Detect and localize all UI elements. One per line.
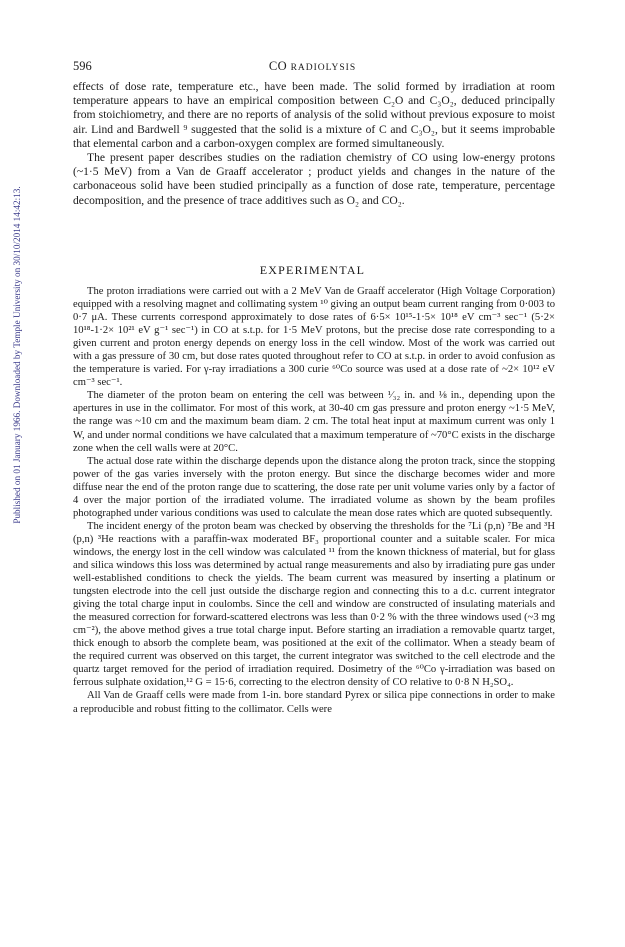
intro-paragraph: effects of dose rate, temperature etc., have been made. The solid formed by irradiation at room temperature appears to have an empirical composition between C₂O and C₃O₂, deduced principally from stoichiometry, and there are no reports of analysis of the solid without previous exposure to moist air. Lind and Bardwell ⁹ suggested that the solid is a mixture of C and C₃O₂, but it seems improbable that elemental carbon and a carbon-oxygen complex are formed simultaneously. <box>73 80 555 150</box>
download-notice <box>10 120 24 590</box>
section-body <box>73 285 555 716</box>
running-head-rest: RADIOLYSIS <box>290 63 357 73</box>
intro-paragraph: The present paper describes studies on the radiation chemistry of CO using low-energy protons (~1·5 MeV) from a Van de Graaff accelerator ; product yields and changes in the nature of the carbonaceous solid have been studied principally as a function of dose rate, temperature, percentage decomposition, and the presence of trace additives such as O₂ and CO₂. <box>73 151 555 207</box>
running-head <box>0 59 625 74</box>
running-head-lead: CO <box>268 59 288 73</box>
body-paragraph: The proton irradiations were carried out with a 2 MeV Van de Graaff accelerator (High Voltage Corporation) equipped with a resolving magnet and collimating system ¹⁰ giving an output beam current ranging from 0·003 to 0·7 μA. These currents correspond approximately to dose rates of 6·5× 10¹⁵-1·5× 10¹⁸ eV cm⁻³ sec⁻¹ (5·2× 10¹⁸-1·2× 10²¹ eV g⁻¹ sec⁻¹) in CO at s.t.p. for 1·5 MeV protons, but the precise dose rate corresponding to a given current and proton energy depends on energy loss in the cell window. Most of the work was carried out with a gas pressure of 30 cm, but dose rates quoted throughout refer to CO at s.t.p. in order to avoid confusion as the temperature is varied. For γ-ray irradiations a 300 curie ⁶⁰Co source was used at a dose rate of ~2× 10¹² eV cm⁻³ sec⁻¹. <box>73 286 555 389</box>
body-paragraph: The incident energy of the proton beam was checked by observing the thresholds for the ⁷Li (p,n) ⁷Be and ³H (p,n) ³He reactions with a paraffin-wax moderated BF₃ proportional counter and a suitable scaler. For mica windows, the energy lost in the cell window was calculated ¹¹ from the known thickness of material, but for glass and silica windows this loss was determined by actual range measurements and also by irradiating pure gas under well-established conditions to check the yields. The beam current was measured by inserting a platinum or tungsten electrode into the cell just outside the discharge region and connecting this to a d.c. current integrator giving the total charge input in coulombs. Since the cell and window are constructed of insulating materials and the measured correction for forward-scattered electrons was less than 0·2 % with the three windows used (~3 mg cm⁻²), the above method gives a true total charge input. Before starting an irradiation a removable quartz target, thick enough to absorb the complete beam, was positioned at the exit of the collimator. When a steady beam of the required current was observed on this target, the current integrator was switched to the cell electrode and the quartz target removed for the period of irradiation required. Dosimetry of the ⁶⁰Co γ-irradiation was based on ferrous sulphate oxidation,¹² G = 15·6, correcting to the electron density of CO relative to 0·8 N H₂SO₄. <box>73 520 555 689</box>
body-paragraph: The actual dose rate within the discharge depends upon the distance along the proton track, since the stopping power of the gas varies inversely with the proton energy. But since the discharge becomes wider and more diffuse near the end of the proton range due to scattering, the dose rate per unit volume varies only by a factor of 4 over the major portion of the irradiated volume. The irradiated volume as shown by the beam profiles photographed under various conditions was used to calculate the mean dose rates which are quoted subsequently. <box>73 455 555 519</box>
section-heading: EXPERIMENTAL <box>259 263 366 277</box>
page-number: 596 <box>73 59 92 73</box>
body-paragraph: All Van de Graaff cells were made from 1-in. bore standard Pyrex or silica pipe connections in order to make a reproducible and robust fitting to the collimator. Cells were <box>73 690 555 715</box>
body-paragraph: The diameter of the proton beam on entering the cell was between ¹⁄₃₂ in. and ⅛ in., depending upon the apertures in use in the collimator. For most of this work, at 30-40 cm gas pressure and proton energy ~1·5 MeV, the range was ~10 cm and the maximum beam diam. 2 cm. The total heat input at maximum current was only 1 W, and under normal conditions we have calculated that a maximum temperature of ~70°C exists in the discharge zone when the cell walls were at 20°C. <box>73 390 555 454</box>
download-notice-text: Published on 01 January 1966. Downloaded by Temple University on 30/10/2014 14:42:13. <box>12 186 22 524</box>
intro-text <box>73 80 555 208</box>
